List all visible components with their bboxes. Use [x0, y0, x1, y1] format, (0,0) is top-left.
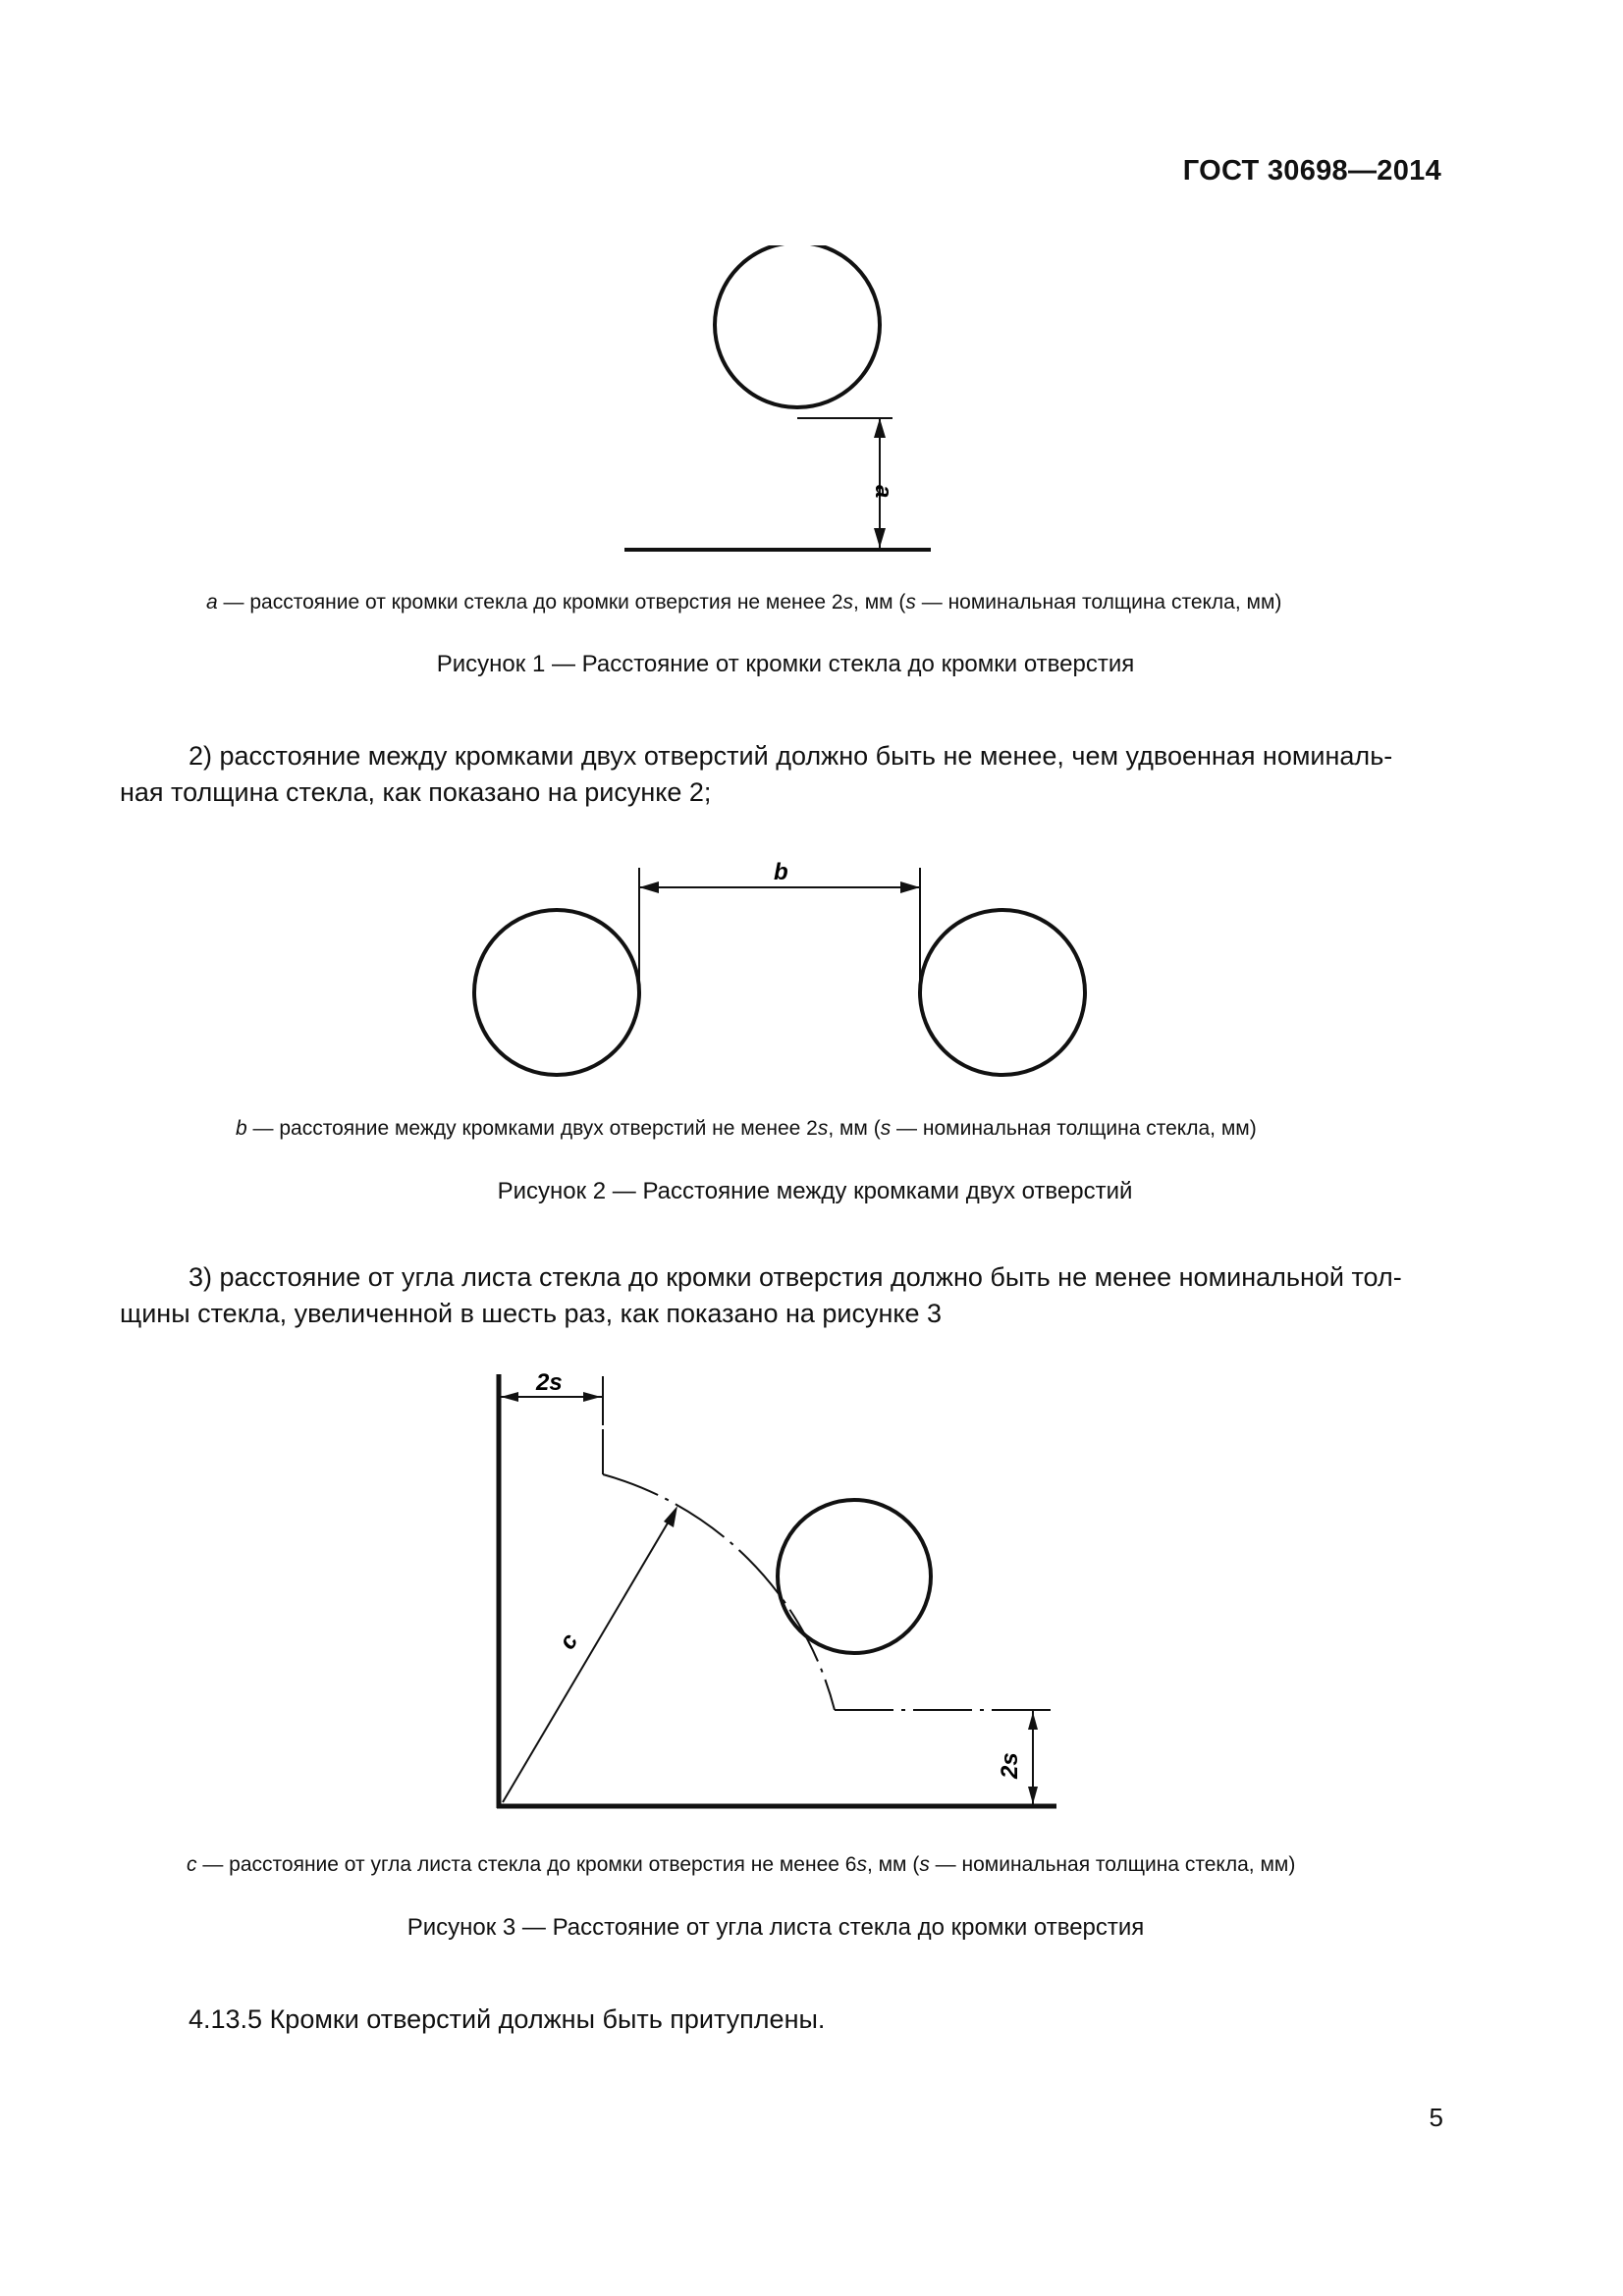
- hole-circle: [715, 245, 880, 407]
- arrow-top: [874, 418, 886, 438]
- figure-3-diagram: [481, 1364, 1070, 1826]
- arrow-top-right: [583, 1392, 601, 1402]
- radius-arc: [603, 1474, 835, 1710]
- arrow-top-left: [501, 1392, 518, 1402]
- dimension-label-b: b: [774, 859, 788, 885]
- page-number: 5: [1429, 2103, 1443, 2132]
- figure-2-legend: b — расстояние между кромками двух отверстий не менее 2s, мм (s — номинальная толщина стекла, мм): [236, 1117, 1257, 1140]
- hole-circle-right: [920, 910, 1085, 1075]
- figure-1-diagram: [589, 245, 962, 560]
- dimension-label-top-2s: 2s: [536, 1369, 563, 1396]
- dimension-label-c: c: [554, 1629, 584, 1655]
- paragraph-3-line-1: 3) расстояние от угла листа стекла до кромки отверстия должно быть не менее номинальной тол-: [189, 1262, 1402, 1292]
- figure-3-caption: Рисунок 3 — Расстояние от угла листа стекла до кромки отверстия: [406, 1914, 1145, 1941]
- radius-arrow: [664, 1506, 677, 1527]
- dimension-label-a: a: [870, 485, 896, 499]
- arrow-right: [900, 881, 920, 893]
- paragraph-3: [120, 1259, 1445, 1332]
- arrow-right-bottom: [1028, 1787, 1038, 1804]
- paragraph-2-line-1: 2) расстояние между кромками двух отверстий должно быть не менее, чем удвоенная номиналь-: [189, 741, 1393, 771]
- figure-1-legend: a — расстояние от кромки стекла до кромки отверстия не менее 2s, мм (s — номинальная толщина стекла, мм): [206, 591, 1282, 614]
- figure-3-legend: c — расстояние от угла листа стекла до кромки отверстия не менее 6s, мм (s — номинальная толщина стекла, мм): [187, 1853, 1296, 1876]
- figure-1-caption: Рисунок 1 — Расстояние от кромки стекла до кромки отверстия: [436, 651, 1135, 677]
- arrow-bottom: [874, 528, 886, 548]
- paragraph-3-line-2: щины стекла, увеличенной в шесть раз, как показано на рисунке 3: [120, 1299, 943, 1328]
- document-id-header: ГОСТ 30698—2014: [1182, 155, 1441, 187]
- arrow-left: [639, 881, 659, 893]
- figure-2-caption: Рисунок 2 — Расстояние между кромками двух отверстий: [497, 1178, 1133, 1204]
- paragraph-4: 4.13.5 Кромки отверстий должны быть притуплены.: [189, 2004, 826, 2034]
- arrow-right-top: [1028, 1712, 1038, 1730]
- radius-line: [503, 1510, 676, 1802]
- dimension-label-right-2s: 2s: [997, 1752, 1023, 1779]
- paragraph-2-line-2: ная толщина стекла, как показано на рисунке 2;: [120, 777, 712, 807]
- figure-2-diagram: [461, 854, 1100, 1090]
- paragraph-2: [120, 738, 1445, 811]
- hole-circle: [778, 1500, 931, 1653]
- hole-circle-left: [474, 910, 639, 1075]
